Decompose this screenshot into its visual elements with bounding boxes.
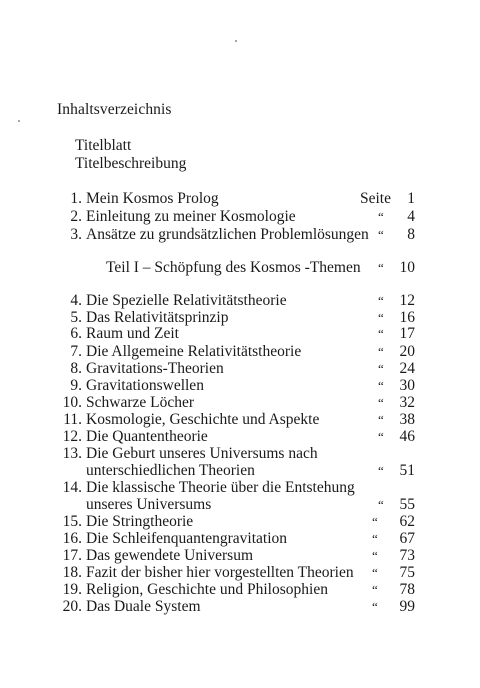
- toc-entry-number: 5.: [70, 309, 82, 326]
- toc-page-number: 51: [399, 462, 415, 479]
- toc-entry-number: 4.: [70, 292, 82, 309]
- toc-page-number: 99: [399, 598, 415, 615]
- toc-ditto-mark: “: [378, 378, 384, 393]
- toc-entry-number: 17.: [62, 547, 82, 564]
- toc-entry: [0, 598, 480, 616]
- toc-ditto-mark: “: [378, 497, 384, 512]
- scan-speck: [18, 120, 20, 122]
- toc-page-number: 1: [407, 190, 415, 207]
- toc-entry-title: Das Duale System: [86, 598, 201, 615]
- toc-ditto-mark: “: [372, 514, 378, 529]
- toc-entry-title: Schwarze Löcher: [86, 394, 195, 411]
- toc-entry-number: 11.: [63, 411, 82, 428]
- toc-entry-title: Das Relativitätsprinzip: [86, 309, 229, 326]
- toc-entry: [0, 428, 480, 446]
- toc-entry: [0, 530, 480, 548]
- toc-entry-number: 15.: [62, 513, 82, 530]
- toc-entry-title: Die Quantentheorie: [86, 428, 208, 445]
- toc-entry-number: 8.: [70, 360, 82, 377]
- toc-page-number: 67: [399, 530, 415, 547]
- toc-page-label: Seite: [360, 190, 391, 207]
- toc-page-number: 55: [399, 496, 415, 513]
- toc-ditto-mark: “: [378, 412, 384, 427]
- toc-ditto-mark: “: [378, 209, 384, 224]
- toc-entry: [0, 564, 480, 582]
- toc-ditto-mark: “: [372, 548, 378, 563]
- toc-part-heading: Teil I – Schöpfung des Kosmos -Themen: [106, 259, 361, 276]
- toc-entry: [0, 377, 480, 395]
- toc-entry: [0, 259, 480, 277]
- toc-entry: [0, 462, 480, 480]
- toc-entry: [0, 190, 480, 208]
- toc-page-number: 32: [399, 394, 415, 411]
- toc-entry-number: 7.: [70, 343, 82, 360]
- toc-page-number: 8: [407, 226, 415, 243]
- toc-entry: [0, 394, 480, 412]
- toc-entry-title: Die Stringtheorie: [86, 513, 194, 530]
- toc-entry: [0, 496, 480, 514]
- toc-entry-title: Ansätze zu grundsätzlichen Problemlösungen: [86, 226, 369, 243]
- toc-ditto-mark: “: [378, 361, 384, 376]
- toc-entry-number: 19.: [62, 581, 82, 598]
- toc-ditto-mark: “: [378, 326, 384, 341]
- toc-page-number: 16: [399, 309, 415, 326]
- toc-page-number: 73: [399, 547, 415, 564]
- toc-entry-title: Raum und Zeit: [86, 325, 179, 342]
- toc-entry-title: Gravitationswellen: [86, 377, 204, 394]
- toc-ditto-mark: “: [378, 260, 384, 275]
- toc-entry-title: Die Allgemeine Relativitätstheorie: [86, 343, 302, 360]
- toc-ditto-mark: “: [378, 395, 384, 410]
- toc-page-number: 30: [399, 377, 415, 394]
- toc-entry-title: Kosmologie, Geschichte und Aspekte: [86, 411, 320, 428]
- scan-speck: [235, 40, 237, 42]
- toc-entry-title: Die Schleifenquantengravitation: [86, 530, 288, 547]
- toc-entry-number: 2.: [70, 208, 82, 225]
- toc-entry: [0, 479, 480, 497]
- toc-page-number: 10: [399, 259, 415, 276]
- toc-page-number: 38: [399, 411, 415, 428]
- toc-entry-title: Die klassische Theorie über die Entstehung: [86, 479, 355, 496]
- toc-ditto-mark: “: [372, 565, 378, 580]
- toc-entry-number: 6.: [70, 325, 82, 342]
- toc-page-number: 24: [399, 360, 415, 377]
- toc-entry-title: Die Spezielle Relativitätstheorie: [86, 292, 287, 309]
- toc-entry-number: 12.: [62, 428, 82, 445]
- toc-entry-title: Religion, Geschichte und Philosophien: [86, 581, 328, 598]
- toc-entry: [0, 581, 480, 599]
- toc-entry-number: 3.: [70, 226, 82, 243]
- toc-entry-title: Das gewendete Universum: [86, 547, 254, 564]
- toc-entry: [0, 547, 480, 565]
- toc-entry-title: unseres Universums: [86, 496, 212, 513]
- toc-ditto-mark: “: [372, 582, 378, 597]
- toc-page-number: 20: [399, 343, 415, 360]
- toc-ditto-mark: “: [378, 463, 384, 478]
- toc-entry: [0, 292, 480, 310]
- toc-entry-number: 1.: [70, 190, 82, 207]
- toc-entry-number: 18.: [62, 564, 82, 581]
- toc-ditto-mark: “: [372, 531, 378, 546]
- toc-entry-number: 13.: [62, 445, 82, 462]
- toc-entry-title: Einleitung zu meiner Kosmologie: [86, 208, 296, 225]
- toc-ditto-mark: “: [378, 227, 384, 242]
- toc-page-number: 17: [399, 325, 415, 342]
- toc-entry-number: 9.: [70, 377, 82, 394]
- toc-entry-title: Die Geburt unseres Universums nach: [86, 445, 318, 462]
- toc-heading: Inhaltsverzeichnis: [57, 101, 172, 118]
- toc-entry-number: 20.: [62, 598, 82, 615]
- toc-entry: [0, 513, 480, 531]
- toc-entry: [0, 343, 480, 361]
- toc-entry: [0, 325, 480, 343]
- toc-ditto-mark: “: [378, 293, 384, 308]
- toc-entry: [0, 226, 480, 244]
- toc-entry-title: Mein Kosmos Prolog: [86, 190, 219, 207]
- toc-page-number: 78: [399, 581, 415, 598]
- toc-entry-title: Fazit der bisher hier vorgestellten Theorien: [86, 564, 354, 581]
- front-matter-title-page: Titelblatt: [75, 137, 132, 154]
- toc-page-number: 4: [407, 208, 415, 225]
- toc-entry-number: 14.: [62, 479, 82, 496]
- toc-ditto-mark: “: [378, 429, 384, 444]
- toc-ditto-mark: “: [378, 344, 384, 359]
- toc-page-number: 62: [399, 513, 415, 530]
- toc-entry: [0, 360, 480, 378]
- toc-page-number: 46: [399, 428, 415, 445]
- toc-entry-number: 16.: [62, 530, 82, 547]
- toc-entry-title: unterschiedlichen Theorien: [86, 462, 255, 479]
- toc-entry: [0, 411, 480, 429]
- toc-entry: [0, 208, 480, 226]
- toc-page-number: 75: [399, 564, 415, 581]
- toc-entry: [0, 445, 480, 463]
- front-matter-title-description: Titelbeschreibung: [75, 155, 187, 172]
- toc-ditto-mark: “: [372, 599, 378, 614]
- toc-ditto-mark: “: [378, 310, 384, 325]
- toc-page-number: 12: [399, 292, 415, 309]
- toc-entry-title: Gravitations-Theorien: [86, 360, 224, 377]
- toc-entry-number: 10.: [62, 394, 82, 411]
